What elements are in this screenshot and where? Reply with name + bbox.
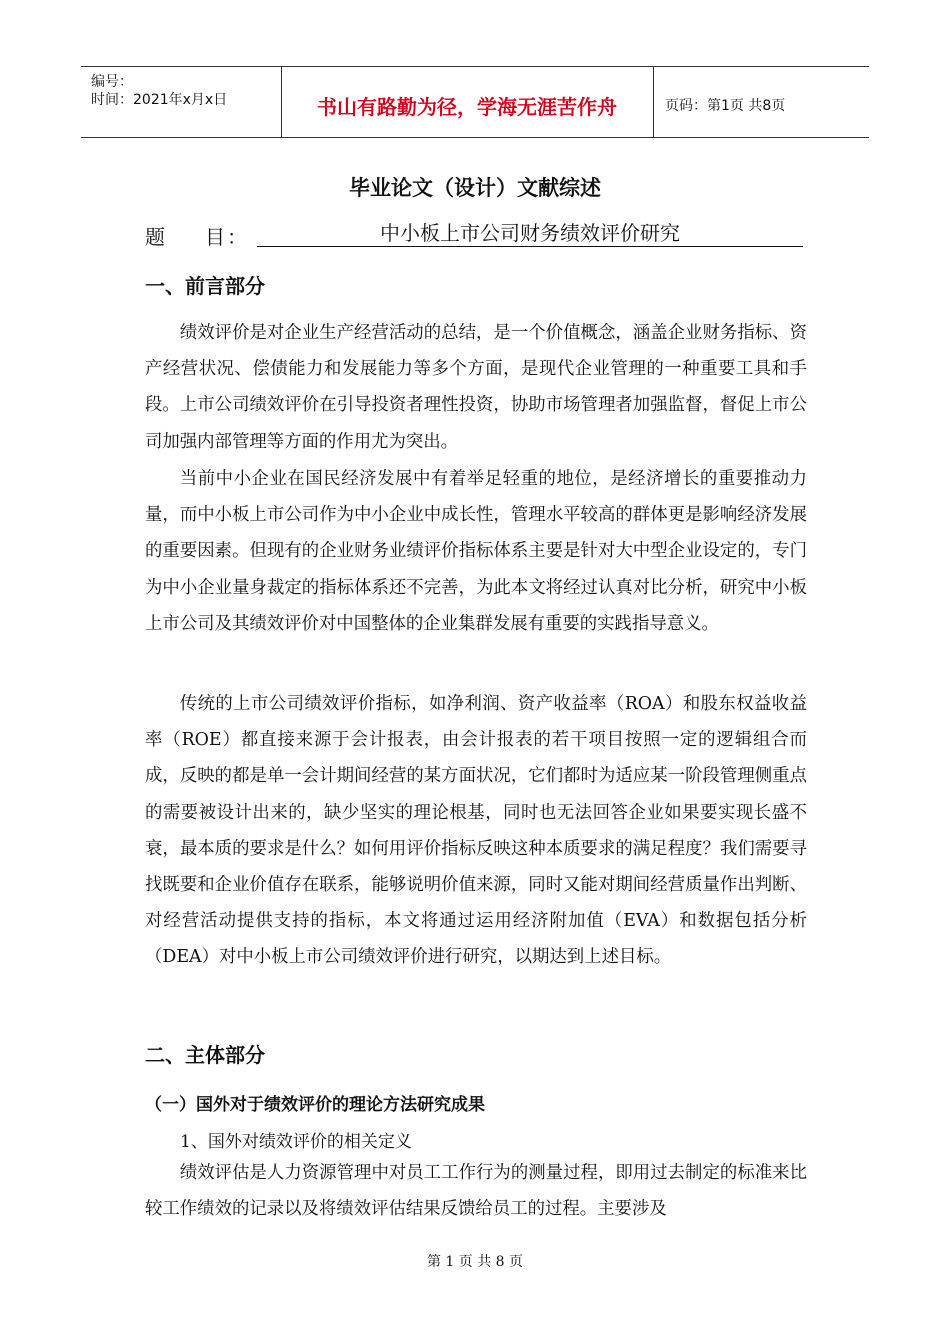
subsection-item-definition: 1、国外对绩效评价的相关定义 bbox=[180, 1132, 412, 1152]
page-footer: 第 1 页 共 8 页 bbox=[426, 1254, 524, 1270]
document-date: 时间：2021年x月x日 bbox=[91, 92, 228, 108]
preface-paragraph-1: 绩效评价是对企业生产经营活动的总结，是一个价值概念，涵盖企业财务指标、资产经营状况、偿债能力和发展能力等多个方面，是现代企业管理的一种重要工具和手段。上市公司绩效评价在引导投资者理性投资，协助市场管理者加强监督，督促上市公司加强内部管理等方面的作用尤为突出。 bbox=[145, 323, 807, 452]
topic-label-part-b: 目： bbox=[205, 225, 249, 249]
header-page-cell bbox=[653, 67, 869, 137]
header-motto-cell bbox=[281, 67, 654, 137]
section-heading-preface: 一、前言部分 bbox=[145, 274, 265, 298]
topic-label bbox=[145, 221, 249, 250]
header-motto: 书山有路勤为径，学海无涯苦作舟 bbox=[317, 95, 617, 119]
document-number-label: 编号： bbox=[91, 74, 133, 90]
topic-value: 中小板上市公司财务绩效评价研究 bbox=[257, 221, 803, 247]
section-heading-main: 二、主体部分 bbox=[145, 1043, 265, 1067]
main-paragraph-1: 绩效评估是人力资源管理中对员工工作行为的测量过程，即用过去制定的标准来比较工作绩效的记录以及将绩效评估结果反馈给员工的过程。主要涉及 bbox=[145, 1163, 807, 1220]
header-meta-cell bbox=[81, 67, 282, 137]
topic-label-part-a: 题 bbox=[145, 225, 167, 249]
preface-paragraph-3: 传统的上市公司绩效评价指标，如净利润、资产收益率（ROA）和股东权益收益率（ROE）都直接来源于会计报表，由会计报表的若干项目按照一定的逻辑组合而成，反映的都是单一会计期间经营的某方面状况，它们都时为适应某一阶段管理侧重点的需要被设计出来的，缺少坚实的理论根基，同时也无法回答企业如果要实现长盛不衰，最本质的要求是什么？如何用评价指标反映这种本质要求的满足程度？我们需要寻找既要和企业价值存在联系，能够说明价值来源，同时又能对期间经营质量作出判断、对经营活动提供支持的指标，本文将通过运用经济附加值（EVA）和数据包括分析（DEA）对中小板上市公司绩效评价进行研究，以期达到上述目标。 bbox=[145, 694, 807, 968]
document-title: 毕业论文（设计）文献综述 bbox=[349, 176, 601, 200]
subsection-heading-foreign: （一）国外对于绩效评价的理论方法研究成果 bbox=[145, 1095, 485, 1115]
page-header bbox=[81, 66, 869, 138]
preface-paragraph-2: 当前中小企业在国民经济发展中有着举足轻重的地位，是经济增长的重要推动力量，而中小板上市公司作为中小企业中成长性，管理水平较高的群体更是影响经济发展的重要因素。但现有的企业财务业绩评价指标体系主要是针对大中型企业设定的，专门为中小企业量身裁定的指标体系还不完善，为此本文将经过认真对比分析，研究中小板上市公司及其绩效评价对中国整体的企业集群发展有重要的实践指导意义。 bbox=[145, 469, 807, 634]
header-page-info: 页码：第1页 共8页 bbox=[665, 98, 786, 114]
